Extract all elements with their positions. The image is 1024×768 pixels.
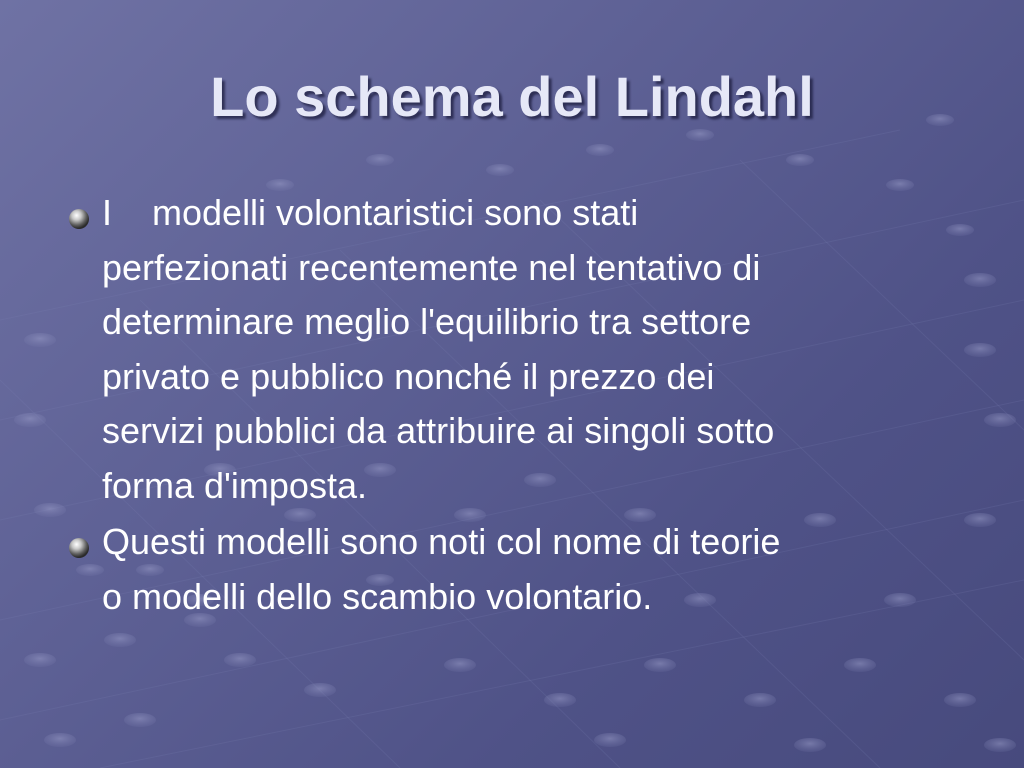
bullet-line: servizi pubblici da attribuire ai singoli sotto: [102, 410, 775, 451]
bullet-line: Questi modelli sono noti col nome di teorie: [102, 521, 781, 562]
bullet-line: determinare meglio l'equilibrio tra settore: [102, 301, 752, 342]
bullet-list: [66, 186, 966, 624]
bullet-line: privato e pubblico nonché il prezzo dei: [102, 355, 715, 397]
sphere-bullet-icon: [66, 206, 92, 232]
bullet-line: perfezionati recentemente nel tentativo di: [102, 246, 761, 288]
sphere-bullet-icon: [66, 535, 92, 561]
bullet-line: o modelli dello scambio volontario.: [102, 575, 653, 617]
bullet-item: [66, 515, 982, 624]
bullet-line: I modelli volontaristici sono stati: [102, 192, 639, 233]
bullet-line: forma d'imposta.: [102, 464, 367, 506]
bullet-item: [66, 186, 962, 513]
slide-title: Lo schema del Lindahl: [210, 65, 814, 128]
